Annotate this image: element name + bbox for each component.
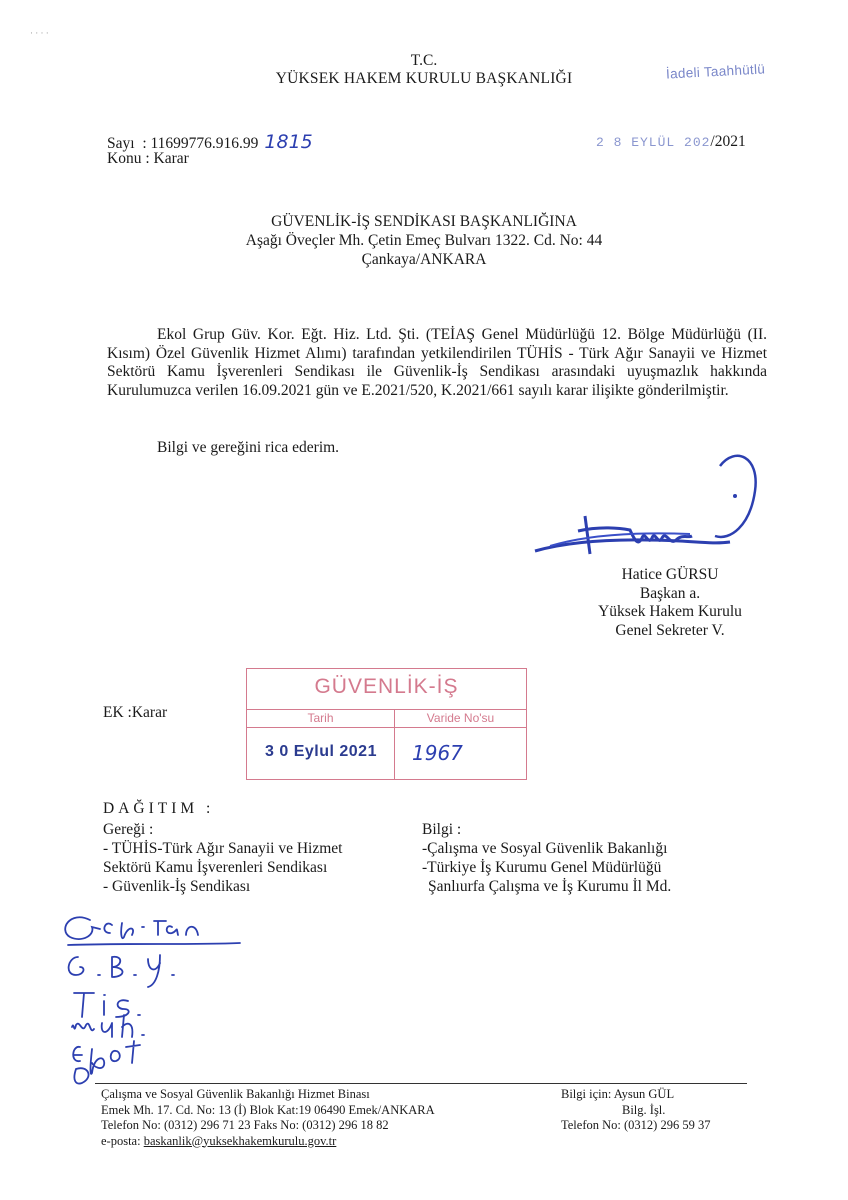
distribution-heading: DAĞITIM : [103,800,215,817]
distribution-gerek [103,820,343,896]
gerek-item: - Güvenlik-İş Sendikası [103,878,251,895]
body-paragraph: Ekol Grup Güv. Kor. Eğt. Hiz. Ltd. Şti. (TEİAŞ Genel Müdürlüğü 12. Bölge Müdürlüğü (II. Kısım) Özel Güvenlik Hizmet Alımı) tarafından yetkilendirilen TÜHİS - Türk Ağır Sanayii ve Hizmet Sektörü Kamu İşverenleri Sendikası ile Güvenlik-İş Sendikası arasındaki uyuşmazlık hakkında Kurulumuzca verilen 16.09.2021 gün ve E.2021/520, K.2021/661 sayılı karar ilişikte gönderilmiştir. [107,326,767,399]
gerek-item: - TÜHİS-Türk Ağır Sanayii ve Hizmet [103,840,343,857]
sayi-label: Sayı [107,135,135,152]
signatory-title-3: Genel Sekreter V. [615,621,725,639]
bilgi-item: Şanlıurfa Çalışma ve İş Kurumu İl Md. [428,878,672,895]
distribution-bilgi [422,820,671,896]
scan-speckle: · · · · [30,28,49,38]
signatory-title-1: Başkan a. [639,584,701,602]
receipt-stamp-varide-label: Varide No'su [426,711,495,725]
konu-label: Konu [107,150,142,167]
recipient-address [0,212,848,269]
footer-address-line: Çalışma ve Sosyal Güvenlik Bakanlığı Hizmet Binası [101,1087,370,1101]
iadeli-taahhutlu-stamp: İadeli Taahhütlü [665,61,766,82]
bilgi-item: -Çalışma ve Sosyal Güvenlik Bakanlığı [422,840,668,857]
bilgi-label: Bilgi : [422,821,462,838]
signatory-name: Hatice GÜRSU [621,566,719,583]
footer-email-label: e-posta: [101,1133,144,1148]
receipt-stamp [246,668,527,780]
footer-email-link[interactable]: baskanlik@yuksekhakemkurulu.gov.tr [143,1133,337,1148]
konu-line [107,150,189,168]
date-line [596,133,746,151]
receipt-stamp-date: 3 0 Eylul 2021 [265,743,377,760]
recipient-line-1: GÜVENLİK-İŞ SENDİKASI BAŞKANLIĞINA [271,213,577,230]
konu-value: : Karar [145,150,189,167]
footer-address-line: Emek Mh. 17. Cd. No: 13 (İ) Blok Kat:19 06490 Emek/ANKARA [101,1102,435,1117]
footer-phone-line: Telefon No: (0312) 296 71 23 Faks No: (0312) 296 18 82 [101,1118,389,1132]
body-closing: Bilgi ve gereğini rica ederim. [157,439,340,456]
stamp-divider [247,727,526,728]
footer-email-line [101,1134,435,1150]
sayi-value: : 11699776.916.99 [142,135,259,152]
recipient-line-2: Aşağı Öveçler Mh. Çetin Emeç Bulvarı 1322. Cd. No: 44 [245,232,603,249]
stamp-divider [247,709,526,710]
bilgi-item: -Türkiye İş Kurumu Genel Müdürlüğü [422,859,662,876]
gerek-item: Sektörü Kamu İşverenleri Sendikası [103,859,328,876]
attachment-line: EK :Karar [103,704,168,721]
sayi-handwritten-number: 1815 [264,131,313,153]
handwritten-notes-icon [50,905,250,1085]
signature-icon [530,446,770,576]
gerek-label: Gereği : [103,821,154,838]
recipient-line-3: Çankaya/ANKARA [361,251,487,268]
receipt-stamp-tarih-label: Tarih [307,711,334,725]
signatory-title-2: Yüksek Hakem Kurulu [598,603,742,620]
footer-divider [95,1083,747,1084]
footer-info-line: Bilgi için: Aysun GÜL [561,1087,675,1101]
date-stamp: 2 8 EYLÜL 202 [596,135,711,150]
header-organization: YÜKSEK HAKEM KURULU BAŞKANLIĞI [275,70,573,87]
header-tc: T.C. [410,52,438,69]
signatory-block [555,566,785,640]
footer-contact [101,1087,435,1149]
footer-info-line: Telefon No: (0312) 296 59 37 [561,1118,711,1132]
footer-info-line: Bilg. İşl. [622,1102,666,1117]
footer-info-contact [561,1087,710,1134]
receipt-stamp-number: 1967 [412,741,463,765]
receipt-stamp-title: GÜVENLİK-İŞ [314,675,459,698]
date-year: /2021 [710,133,746,150]
